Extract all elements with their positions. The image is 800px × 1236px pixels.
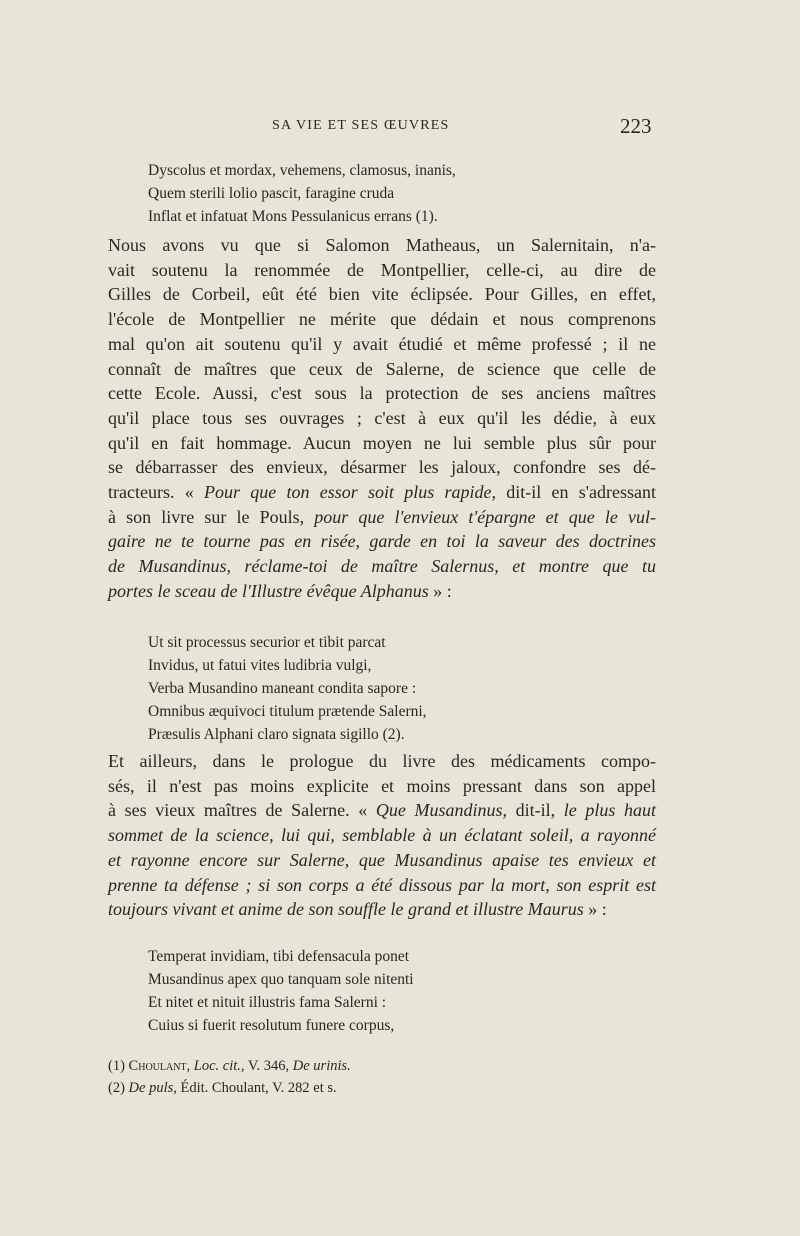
verse-line: Verba Musandino maneant condita sapore : (148, 680, 417, 697)
footnotes (108, 1055, 351, 1099)
verse-line: Musandinus apex quo tanquam sole nitenti (148, 971, 414, 988)
text-line (108, 848, 656, 873)
italic-quote: portes le sceau de l'Illustre évêque Alphanus (108, 580, 429, 601)
text-line: toujours vivant et anime de son souffle le grand et illustre Maurus » : (108, 899, 607, 920)
verse-line: Invidus, ut fatui vites ludibria vulgi, (148, 657, 372, 674)
italic-quote: sommet de la science, lui qui, semblable à un éclatant soleil, a rayonné (108, 825, 656, 846)
verse-line: Præsulis Alphani claro signata sigillo (2). (148, 726, 405, 743)
verse-line: Omnibus æquivoci titulum prætende Salerni, (148, 703, 427, 720)
paragraph-1 (108, 233, 656, 604)
verse-quotation-2 (148, 631, 427, 746)
text-line: à son livre sur le Pouls, pour que l'envieux t'épargne et que le vul- (108, 506, 656, 527)
text-line: Nous avons vu que si Salomon Matheaus, un Salernitain, n'a- (108, 235, 656, 255)
italic-quote: pour que l'envieux t'épargne et que le vul- (314, 506, 656, 527)
text-line: connaît de maîtres que ceux de Salerne, de science que celle de (108, 358, 656, 379)
italic-quote: toujours vivant et anime de son souffle le grand et illustre Maurus (108, 899, 584, 920)
page-header (0, 114, 800, 140)
text-line: cette Ecole. Aussi, c'est sous la protection de ses anciens maîtres (108, 383, 656, 404)
italic-quote: Que Musandinus, (375, 800, 507, 821)
verse-line: Ut sit processus securior et tibit parcat (148, 634, 386, 651)
verse-line: Inflat et infatuat Mons Pessulanicus errans (1). (148, 208, 438, 225)
paragraph-2 (108, 749, 656, 922)
text-line: mal qu'on ait soutenu qu'il y avait étudié et même professé ; il ne (108, 333, 656, 354)
footnote-1: (1) Choulant, Loc. cit., V. 346, De urinis. (108, 1058, 351, 1074)
italic-quote: et rayonne encore sur Salerne, que Musandinus apaise tes envieux et (108, 849, 656, 870)
italic-quote: de Musandinus, réclame-toi de maître Salernus, et montre que tu (108, 556, 656, 577)
text-line: vait soutenu la renommée de Montpellier, celle-ci, au dire de (108, 259, 656, 280)
text-line (108, 554, 656, 579)
verse-line: Et nitet et nituit illustris fama Salerni : (148, 994, 387, 1011)
text-line: à ses vieux maîtres de Salerne. « Que Musandinus, dit-il, le plus haut (108, 800, 656, 821)
text-line: Gilles de Corbeil, eût été bien vite éclipsée. Pour Gilles, en effet, (108, 284, 656, 305)
text-line (108, 529, 656, 554)
text-line: Et ailleurs, dans le prologue du livre des médicaments compo- (108, 751, 656, 771)
verse-line: Temperat invidiam, tibi defensacula ponet (148, 948, 410, 965)
verse-line: Cuius si fuerit resolutum funere corpus, (148, 1017, 395, 1034)
verse-quotation-1 (148, 159, 456, 228)
text-line: sés, il n'est pas moins explicite et moins pressant dans son appel (108, 775, 656, 796)
text-line: qu'il en fait hommage. Aucun moyen ne lui semble plus sûr pour (108, 432, 656, 453)
footnote-2: (2) De puls, Édit. Choulant, V. 282 et s. (108, 1080, 337, 1096)
text-line: l'école de Montpellier ne mérite que dédain et nous comprenons (108, 309, 656, 330)
page-number: 223 (620, 114, 652, 138)
text-line: tracteurs. « Pour que ton essor soit plus rapide, dit-il en s'adressant (108, 482, 656, 503)
verse-quotation-3 (148, 945, 414, 1037)
italic-quote: le plus haut (563, 800, 656, 821)
text-line: qu'il place tous ses ouvrages ; c'est à eux qu'il les dédie, à eux (108, 407, 656, 428)
running-title: SA VIE ET SES ŒUVRES (272, 118, 450, 133)
verse-line: Quem sterili lolio pascit, faragine cruda (148, 185, 395, 202)
italic-quote: gaire ne te tourne pas en risée, garde en toi la saveur des doctrines (108, 531, 656, 552)
text-line (108, 873, 656, 898)
text-line (108, 823, 656, 848)
italic-quote: prenne ta défense ; si son corps a été dissous par la mort, son esprit est (108, 874, 656, 895)
verse-line: Dyscolus et mordax, vehemens, clamosus, inanis, (148, 162, 456, 179)
text-line: portes le sceau de l'Illustre évêque Alphanus » : (108, 580, 452, 601)
italic-quote: Pour que ton essor soit plus rapide, (203, 482, 497, 503)
text-line: se débarrasser des envieux, désarmer les jaloux, confondre ses dé- (108, 457, 656, 478)
